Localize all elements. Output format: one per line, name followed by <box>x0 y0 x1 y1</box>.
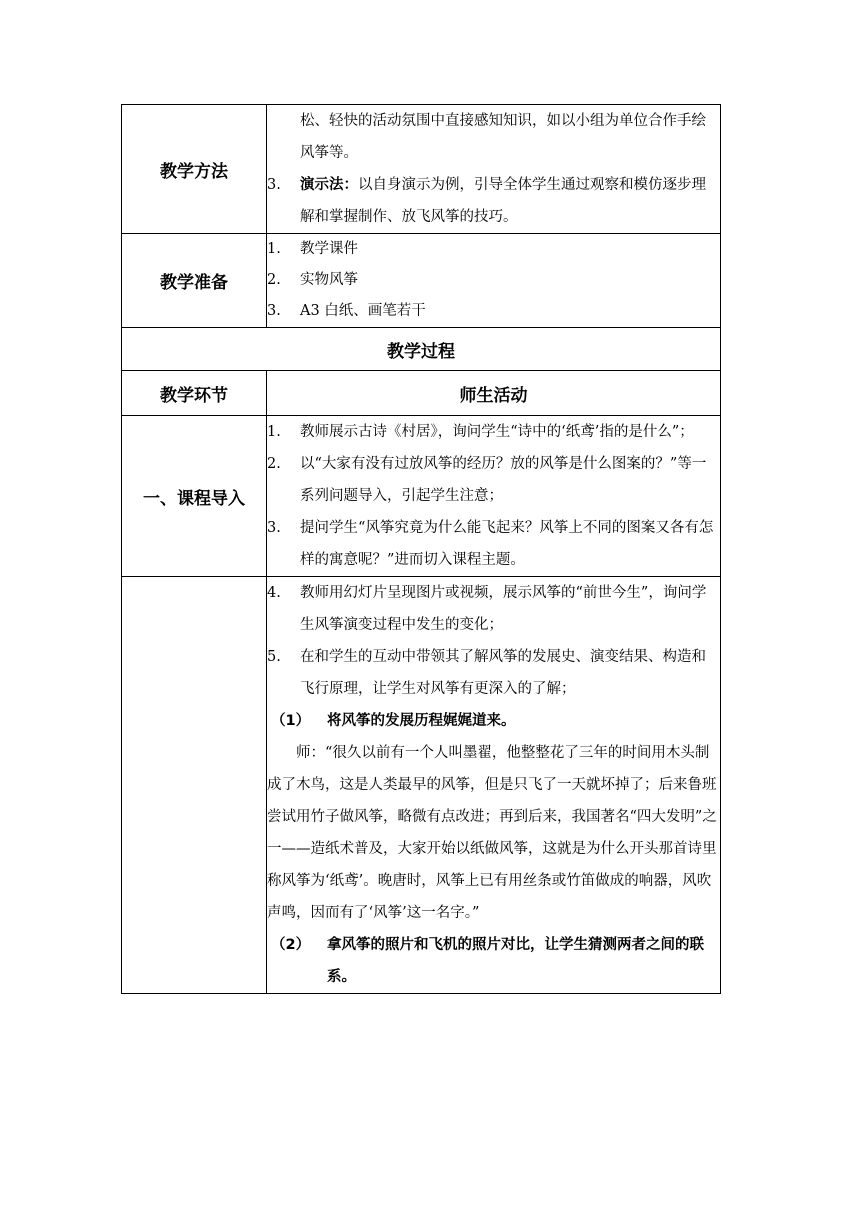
header-activity: 师生活动 <box>267 371 721 416</box>
list-item <box>267 169 720 233</box>
item-text: 教师用幻灯片呈现图片或视频，展示风筝的“前世今生”，询问学生风筝演变过程中发生的变化； <box>300 585 707 633</box>
method-term: 演示法： <box>300 177 358 193</box>
list-item <box>267 641 720 705</box>
development-content <box>267 577 721 994</box>
row-label-method: 教学方法 <box>122 105 267 234</box>
table-row <box>122 328 721 371</box>
row-label-prep: 教学准备 <box>122 234 267 328</box>
list-item <box>267 577 720 641</box>
sub-item-number: （1） <box>271 713 311 729</box>
method-continued-text: 松、轻快的活动氛围中直接感知知识，如以小组为单位合作手绘风筝等。 <box>300 113 706 161</box>
list-item <box>267 234 720 265</box>
item-number: 2. <box>267 456 281 472</box>
item-number: 1. <box>267 241 281 257</box>
process-title: 教学过程 <box>122 328 721 371</box>
item-number: 1. <box>267 424 281 440</box>
item-text: 实物风筝 <box>300 272 358 288</box>
list-item <box>267 265 720 296</box>
item-text: A3 白纸、画笔若干 <box>300 303 426 319</box>
list-item <box>267 296 720 327</box>
list-item <box>267 512 720 576</box>
item-text: 教师展示古诗《村居》，询问学生“诗中的‘纸鸢’指的是什么”； <box>300 424 694 440</box>
list-item <box>267 416 720 448</box>
sub-item-text: 拿风筝的照片和飞机的照片对比，让学生猜测两者之间的联系。 <box>327 937 704 985</box>
lesson-plan-table <box>121 104 721 994</box>
row-label-empty <box>122 577 267 994</box>
item-text: 教学课件 <box>300 241 358 257</box>
item-text <box>300 169 720 233</box>
item-number: 3. <box>267 520 281 536</box>
item-number: 4. <box>267 585 281 601</box>
table-row <box>122 105 721 234</box>
row-label-intro: 一、课程导入 <box>122 416 267 577</box>
table-row <box>122 416 721 577</box>
sub-item-number: （2） <box>271 937 311 953</box>
item-text: 提问学生“风筝究竟为什么能飞起来？风筝上不同的图案又各有怎样的寓意呢？”进而切入课程主题。 <box>300 520 714 568</box>
header-stage: 教学环节 <box>122 371 267 416</box>
intro-content <box>267 416 721 577</box>
table-row <box>122 234 721 328</box>
item-number: 3. <box>267 303 281 319</box>
item-text: 以“大家有没有过放风筝的经历？放的风筝是什么图案的？”等一系列问题导入，引起学生注意； <box>300 456 707 504</box>
item-number: 3. <box>267 177 281 193</box>
sub-item <box>267 705 720 737</box>
item-number: 2. <box>267 272 281 288</box>
prep-content <box>267 234 721 328</box>
sub-item-text: 将风筝的发展历程娓娓道来。 <box>327 713 516 729</box>
method-description: 以自身演示为例，引导全体学生通过观察和模仿逐步理解和掌握制作、放飞风筝的技巧。 <box>300 177 706 225</box>
item-number: 5. <box>267 649 281 665</box>
item-text: 在和学生的互动中带领其了解风筝的发展史、演变结果、构造和飞行原理，让学生对风筝有更深入的了解； <box>300 649 706 697</box>
teacher-quote: 师：“很久以前有一个人叫墨翟，他整整花了三年的时间用木头制成了木鸟，这是人类最早的风筝，但是只飞了一天就坏掉了；后来鲁班尝试用竹子做风筝，略微有点改进；再到后来，我国著名“四大发明”之一——造纸术普及，大家开始以纸做风筝，这就是为什么开头那首诗里称风筝为‘纸鸢’。晚唐时，风筝上已有用丝条或竹笛做成的响器，风吹声鸣，因而有了‘风筝’这一名字。” <box>267 745 717 921</box>
list-item <box>267 448 720 512</box>
table-header-row <box>122 371 721 416</box>
table-row <box>122 577 721 994</box>
sub-item <box>267 929 720 993</box>
method-content <box>267 105 721 234</box>
